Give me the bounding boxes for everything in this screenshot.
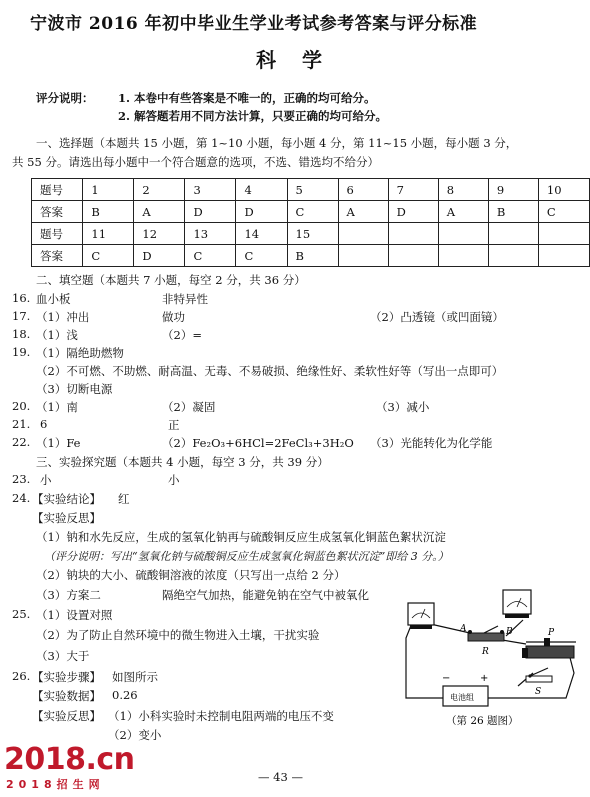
q25-answer-b: （2）为了防止自然环境中的微生物进入土壤，干扰实验	[36, 628, 320, 642]
q17-answer-c: （2）凸透镜（或凹面镜）	[370, 310, 504, 324]
table-cell: 8	[438, 179, 488, 201]
q20-answer-a: （1）南	[36, 400, 78, 414]
q24-conclusion-label: 【实验结论】	[32, 492, 101, 506]
q26-steps: 如图所示	[112, 670, 158, 684]
q20-answer-b: （2）凝固	[162, 400, 216, 414]
q23-answer-b: 小	[168, 473, 180, 487]
table-row	[32, 201, 590, 223]
table-cell: C	[185, 245, 236, 267]
table-cell: 1	[83, 179, 134, 201]
figure-caption: （第 26 题图）	[446, 715, 519, 727]
table-cell: 5	[287, 179, 338, 201]
q22-answer-b: （2）Fe₂O₃+6HCl=2FeCl₃+3H₂O	[162, 436, 354, 450]
q18-answer-b: （2）=	[162, 328, 202, 342]
q16-answer-a: 血小板	[36, 292, 71, 306]
q16-answer-b: 非特异性	[162, 292, 208, 306]
battery-minus: −	[442, 673, 451, 684]
switch-icon	[526, 668, 552, 682]
table-cell: B	[83, 201, 134, 223]
q22-answer-c: （3）光能转化为化学能	[370, 436, 493, 450]
table-row	[32, 179, 590, 201]
table-cell: A	[134, 201, 185, 223]
q24-grading-note: （评分说明：写出“氢氧化钠与硫酸铜反应生成氢氧化铜蓝色絮状沉淀”即给 3 分。）	[44, 550, 449, 563]
q24-reflection-1: （1）钠和水先反应，生成的氢氧化钠再与硫酸铜反应生成氢氧化铜蓝色絮状沉淀	[36, 530, 446, 544]
q19-answer-b: （2）不可燃、不助燃、耐高温、无毒、不易破损、绝缘性好、柔软性好等（写出一点即可）	[36, 364, 504, 378]
q24-number: 24.	[12, 491, 31, 505]
q26-reflection-1: （1）小科实验时未控制电阻两端的电压不变	[108, 709, 334, 723]
table-cell: 4	[236, 179, 287, 201]
q20-number: 20.	[12, 399, 31, 413]
table-cell: D	[185, 201, 236, 223]
table-cell	[538, 223, 589, 245]
q26-steps-label: 【实验步骤】	[32, 670, 101, 684]
table-cell: 10	[538, 179, 589, 201]
label-a: A	[460, 624, 467, 634]
table-cell	[388, 245, 438, 267]
table-cell: 题号	[32, 179, 83, 201]
rheostat-icon	[522, 638, 576, 658]
table-cell: D	[134, 245, 185, 267]
table-cell: 答案	[32, 245, 83, 267]
table-cell: 14	[236, 223, 287, 245]
q16-number: 16.	[12, 291, 31, 305]
q19-answer-c: （3）切断电源	[36, 382, 113, 396]
table-cell	[338, 223, 388, 245]
table-cell: 2	[134, 179, 185, 201]
table-row	[32, 245, 590, 267]
q21-answer-a: 6	[40, 417, 48, 431]
table-cell: 7	[388, 179, 438, 201]
answer-table	[31, 178, 590, 267]
section3-title: 三、实验探究题（本题共 4 小题，每空 3 分，共 39 分）	[36, 455, 329, 469]
table-cell	[488, 245, 538, 267]
table-cell	[338, 245, 388, 267]
table-cell: C	[236, 245, 287, 267]
watermark-caption: 2018招生网	[6, 778, 105, 791]
q20-answer-c: （3）减小	[376, 400, 430, 414]
table-cell: C	[83, 245, 134, 267]
q24-reflection-2: （2）钠块的大小、硫酸铜溶液的浓度（只写出一点给 2 分）	[36, 568, 346, 582]
q23-answer-a: 小	[40, 473, 52, 487]
table-row	[32, 223, 590, 245]
table-cell	[488, 223, 538, 245]
label-p: P	[548, 628, 555, 638]
table-cell: B	[488, 201, 538, 223]
table-cell: 9	[488, 179, 538, 201]
table-cell: 12	[134, 223, 185, 245]
q19-answer-a: （1）隔绝助燃物	[36, 346, 124, 360]
label-s: S	[535, 687, 542, 697]
q25-number: 25.	[12, 607, 31, 621]
table-cell: B	[287, 245, 338, 267]
table-cell: 题号	[32, 223, 83, 245]
table-cell: 13	[185, 223, 236, 245]
q26-reflection-label: 【实验反思】	[32, 709, 101, 723]
table-cell: A	[338, 201, 388, 223]
q22-answer-a: （1）Fe	[36, 436, 81, 450]
q23-number: 23.	[12, 472, 31, 486]
q19-number: 19.	[12, 345, 31, 359]
page-number: — 43 —	[258, 770, 303, 784]
table-cell: D	[388, 201, 438, 223]
table-cell: 答案	[32, 201, 83, 223]
battery-plus: +	[480, 673, 489, 684]
section1-line1: 一、选择题（本题共 15 小题，第 1~10 小题，每小题 4 分，第 11~15 小题，每小题 3 分，	[36, 136, 518, 150]
table-cell: 11	[83, 223, 134, 245]
notes-label: 评分说明：	[36, 91, 94, 105]
table-cell	[388, 223, 438, 245]
q21-answer-b: 正	[168, 418, 180, 432]
table-cell	[438, 223, 488, 245]
circuit-diagram	[398, 578, 583, 733]
table-cell: 3	[185, 179, 236, 201]
label-b: B	[506, 627, 513, 637]
q26-number: 26.	[12, 669, 31, 683]
q21-number: 21.	[12, 417, 31, 431]
q22-number: 22.	[12, 435, 31, 449]
q26-data-label: 【实验数据】	[32, 689, 101, 703]
subject-title: 科学	[256, 48, 348, 72]
table-cell: 6	[338, 179, 388, 201]
table-cell: D	[236, 201, 287, 223]
q18-number: 18.	[12, 327, 31, 341]
table-cell	[538, 245, 589, 267]
q25-answer-a: （1）设置对照	[36, 608, 113, 622]
battery-label: 电池组	[450, 693, 474, 702]
q26-data: 0.26	[112, 688, 138, 702]
table-cell: C	[538, 201, 589, 223]
table-cell: C	[287, 201, 338, 223]
q17-answer-a: （1）冲出	[36, 310, 90, 324]
q24-reflection-label: 【实验反思】	[32, 511, 101, 525]
label-r: R	[482, 647, 489, 657]
q17-answer-b: 做功	[162, 310, 185, 324]
q24-conclusion: 红	[118, 492, 130, 506]
voltmeter-icon	[503, 590, 531, 618]
section2-title: 二、填空题（本题共 7 小题，每空 2 分，共 36 分）	[36, 273, 306, 287]
q18-answer-a: （1）浅	[36, 328, 78, 342]
table-cell: A	[438, 201, 488, 223]
watermark-logo: 2018.cn	[4, 742, 135, 777]
table-cell: 15	[287, 223, 338, 245]
section1-line2: 共 55 分。请选出每小题中一个符合题意的选项，不选、错选均不给分）	[12, 155, 379, 169]
q25-answer-c: （3）大于	[36, 649, 90, 663]
q26-reflection-2: （2）变小	[108, 728, 162, 742]
table-cell	[438, 245, 488, 267]
battery-icon	[443, 686, 488, 706]
q24-reflection-3a: （3）方案二	[36, 588, 101, 602]
note-1: 1. 本卷中有些答案是不唯一的，正确的均可给分。	[118, 91, 376, 105]
note-2: 2. 解答题若用不同方法计算，只要正确的均可给分。	[118, 109, 388, 123]
q17-number: 17.	[12, 309, 31, 323]
document-title: 宁波市 2016 年初中毕业生学业考试参考答案与评分标准	[30, 14, 478, 34]
q24-reflection-3b: 隔绝空气加热，能避免钠在空气中被氧化	[162, 588, 369, 602]
ammeter-icon	[408, 603, 434, 629]
